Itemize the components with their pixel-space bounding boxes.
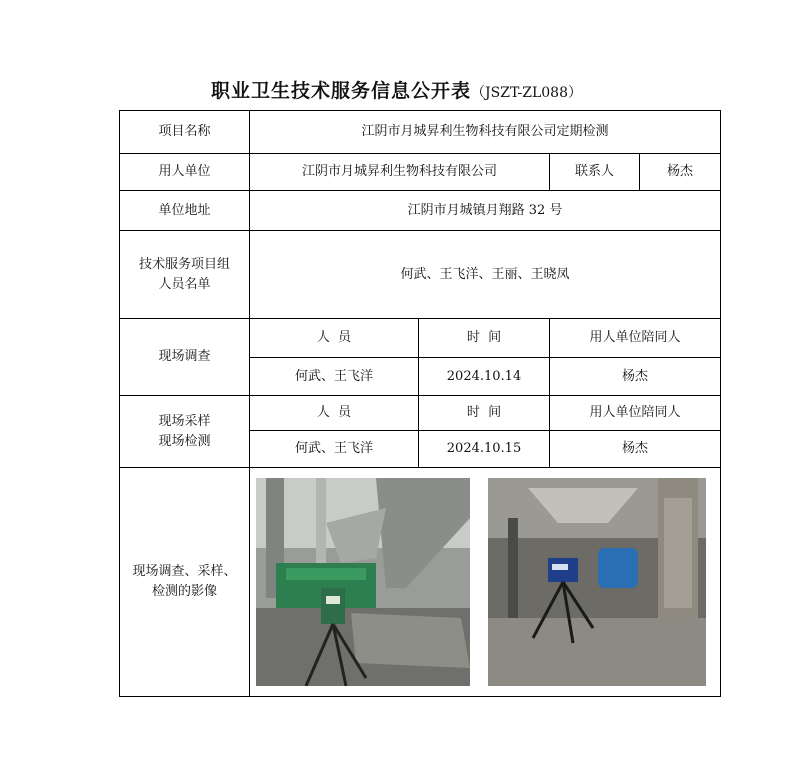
photos-label-line1: 现场调查、采样、	[132, 564, 237, 579]
sampling-companion-header: 用人单位陪同人	[550, 396, 721, 431]
site-photo-sampling	[488, 478, 706, 686]
project-name-value: 江阴市月城昇利生物科技有限公司定期检测	[250, 111, 721, 154]
photos-cell	[250, 468, 721, 697]
row-project-name	[120, 111, 721, 154]
row-address	[120, 191, 721, 231]
team-value: 何武、王飞洋、王丽、王晓凤	[250, 231, 721, 319]
survey-people: 何武、王飞洋	[250, 358, 419, 396]
team-label	[120, 231, 250, 319]
team-label-line1: 技术服务项目组	[138, 256, 230, 272]
row-employer	[120, 154, 721, 191]
page-title	[0, 76, 793, 103]
project-name-label: 项目名称	[120, 111, 250, 154]
contact-value: 杨杰	[640, 154, 721, 191]
survey-label: 现场调查	[120, 319, 250, 396]
form-code: （JSZT-ZL088）	[471, 85, 582, 101]
contact-label: 联系人	[550, 154, 640, 191]
survey-date: 2024.10.14	[419, 358, 550, 396]
photos-label	[120, 468, 250, 697]
sampling-date: 2024.10.15	[419, 431, 550, 468]
employer-label: 用人单位	[120, 154, 250, 191]
survey-companion-header: 用人单位陪同人	[550, 319, 721, 358]
sampling-label	[120, 396, 250, 468]
address-label: 单位地址	[120, 191, 250, 231]
sampling-label-line2: 现场检测	[158, 433, 211, 449]
address-value: 江阴市月城镇月翔路 32 号	[250, 191, 721, 231]
sampling-time-header: 时 间	[419, 396, 550, 431]
info-table	[119, 110, 721, 697]
row-sampling-header	[120, 396, 721, 431]
row-photos	[120, 468, 721, 697]
sampling-companion: 杨杰	[550, 431, 721, 468]
row-team	[120, 231, 721, 319]
site-photo-survey	[256, 478, 470, 686]
sampling-people: 何武、王飞洋	[250, 431, 419, 468]
photos-label-line2: 检测的影像	[151, 584, 217, 599]
survey-companion: 杨杰	[550, 358, 721, 396]
row-survey-header	[120, 319, 721, 358]
team-label-line2: 人员名单	[158, 276, 211, 292]
employer-value: 江阴市月城昇利生物科技有限公司	[250, 154, 550, 191]
title-text: 职业卫生技术服务信息公开表	[211, 80, 472, 102]
sampling-people-header: 人 员	[250, 396, 419, 431]
survey-time-header: 时 间	[419, 319, 550, 358]
survey-people-header: 人 员	[250, 319, 419, 358]
sampling-label-line1: 现场采样	[158, 413, 211, 429]
